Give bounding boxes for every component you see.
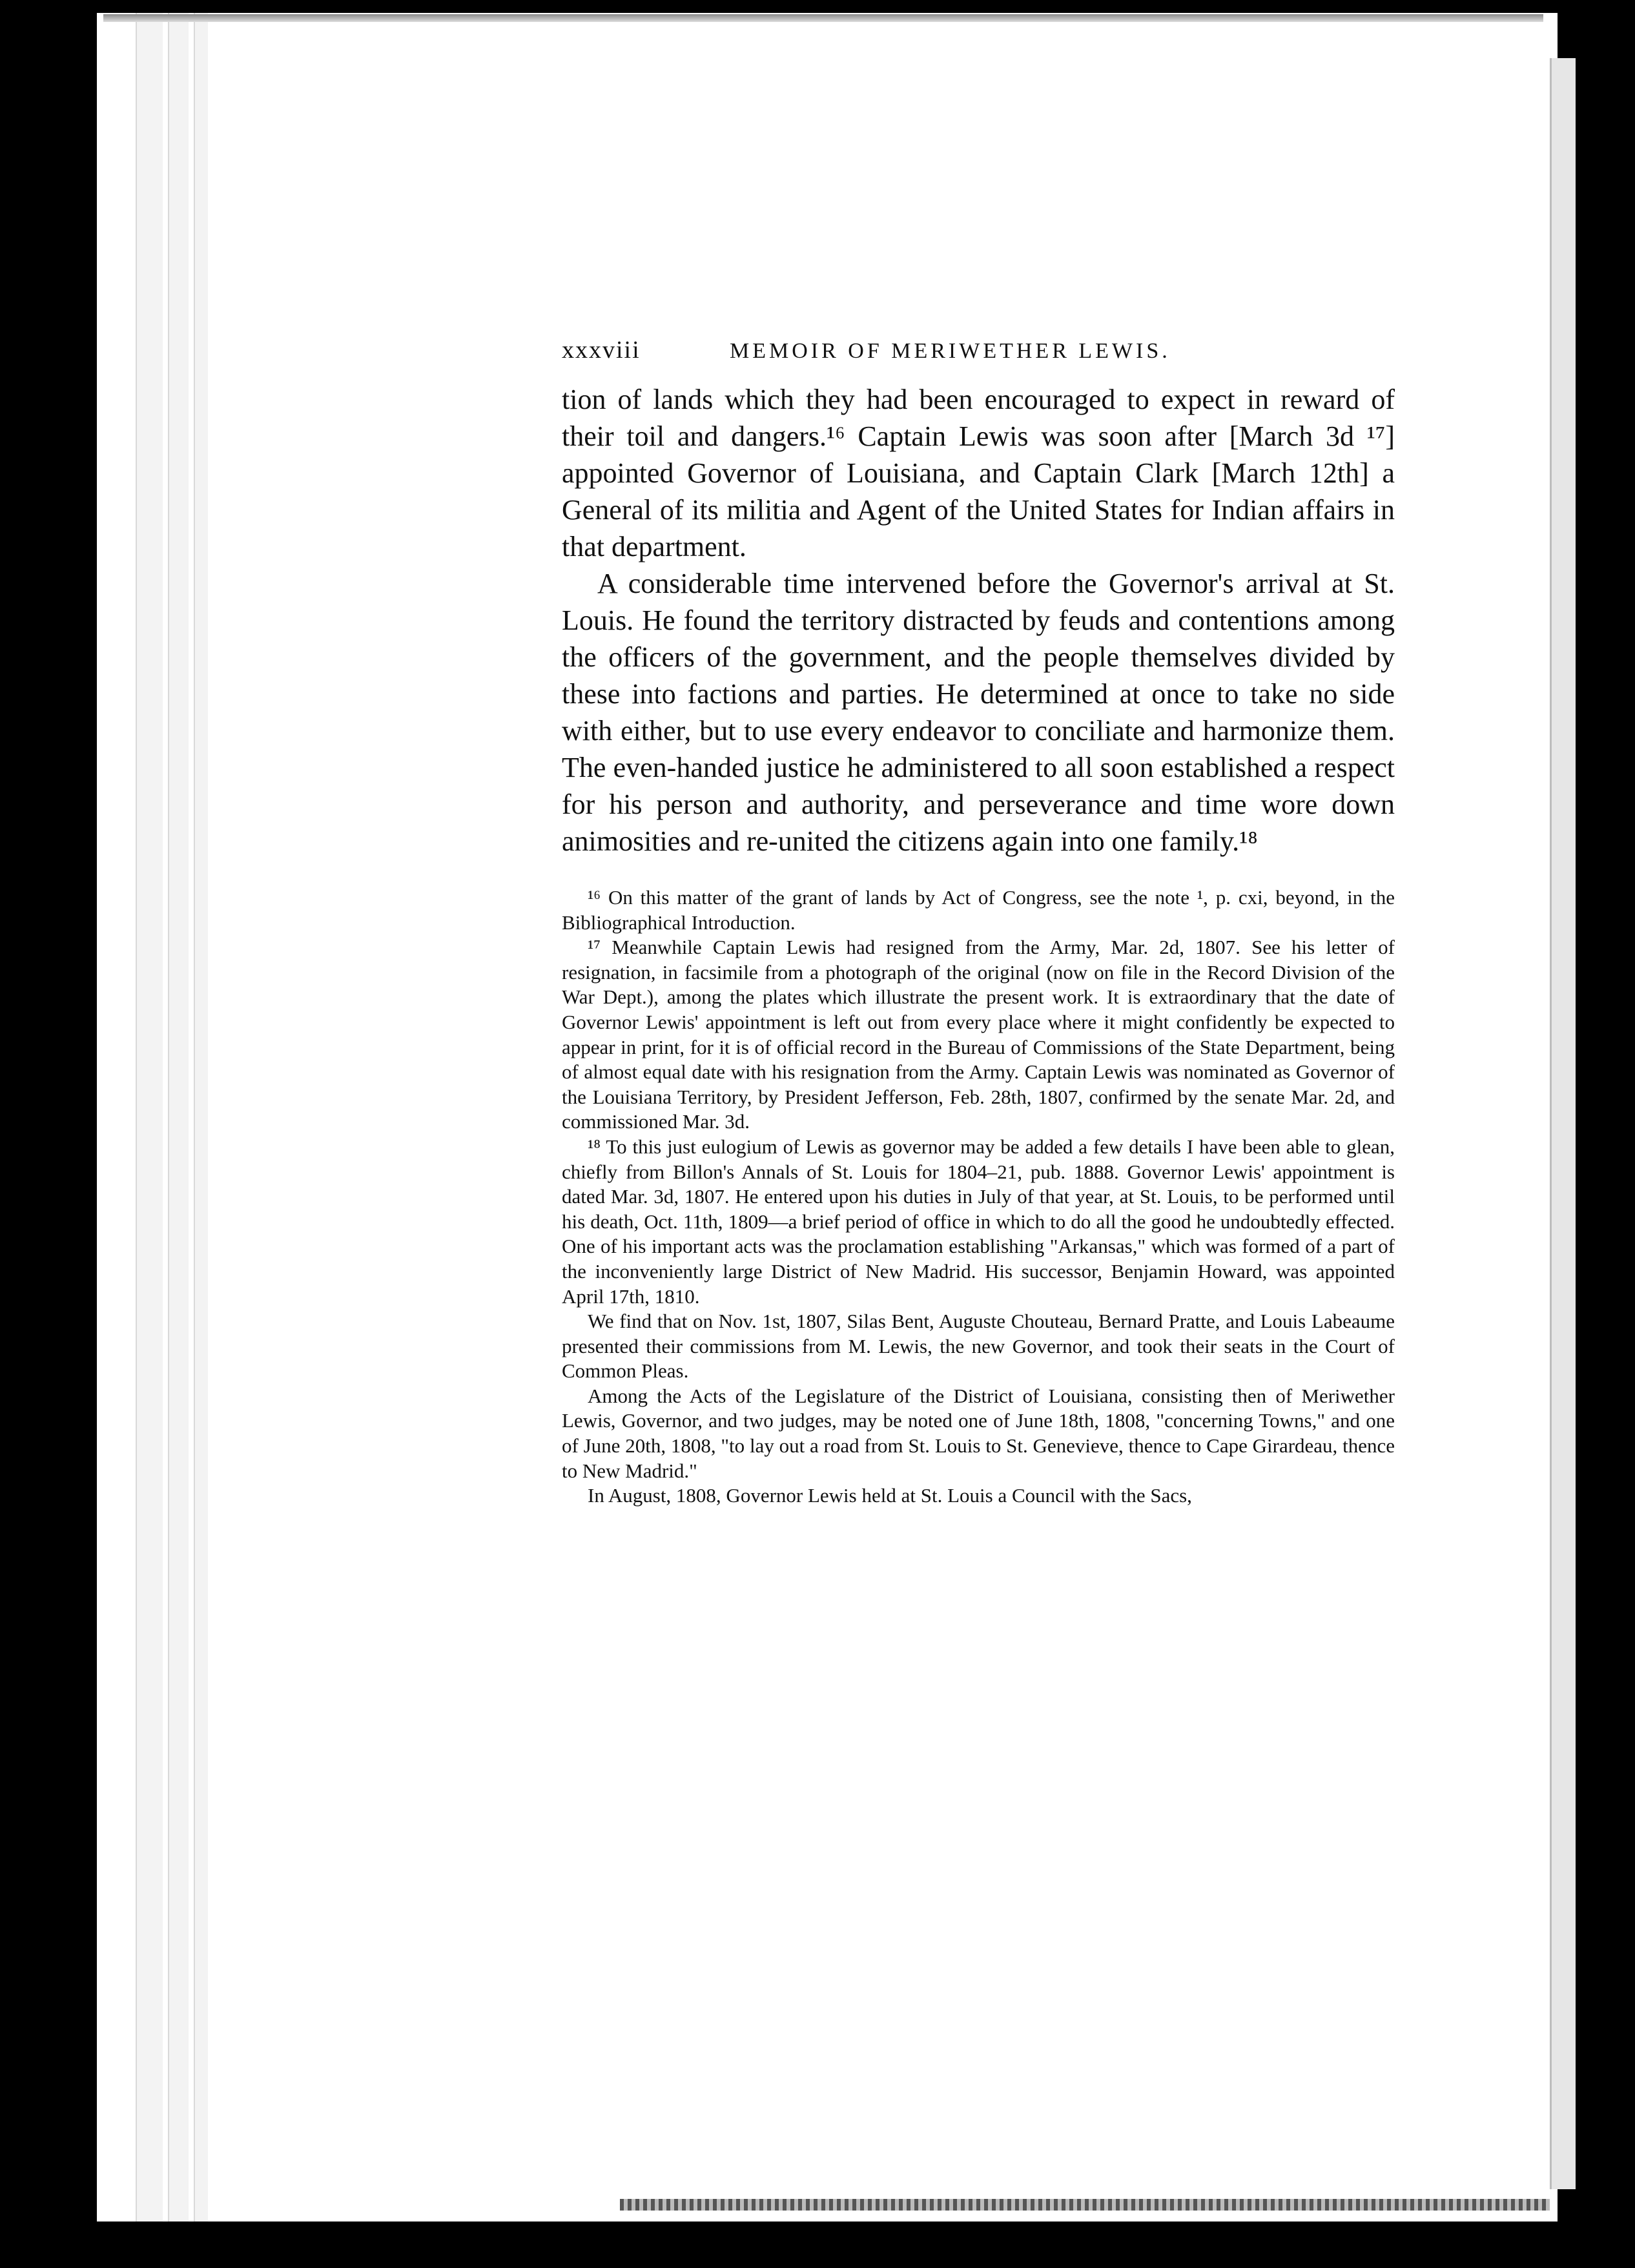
- paragraph: A considerable time intervened before the Governor's arrival at St. Louis. He found the territory distracted by feuds and contentions among the officers of the government, and the people themselves divided by these into factions and parties. He determined at once to take no side with either, but to use every endeavor to conciliate and harmonize them. The even-handed justice he administered to all soon established a respect for his person and authority, and perseverance and time wore down animosities and re-united the citizens again into one family.¹⁸: [562, 568, 1395, 857]
- page-edge-strip: [168, 13, 189, 2222]
- footnote-paragraph: In August, 1808, Governor Lewis held at St. Louis a Council with the Sacs,: [588, 1484, 1192, 1507]
- main-text: [562, 381, 1395, 860]
- running-title: MEMOIR OF MERIWETHER LEWIS.: [730, 339, 1171, 363]
- top-page-edge: [103, 14, 1543, 22]
- footnote-18: ¹⁸ To this just eulogium of Lewis as governor may be added a few details I have been able to glean, chiefly from Billon's Annals of St. Louis for 1804–21, pub. 1888. Governor Lewis' appointment is dated Mar. 3d, 1807. He entered upon his duties in July of that year, at St. Louis, to be performed until his death, Oct. 11th, 1809—a brief period of office in which to do all the good he undoubtedly effected. One of his important acts was the proclamation establishing "Arkansas," which was formed of a part of the inconveniently large District of New Madrid. His successor, Benjamin Howard, was appointed April 17th, 1810.: [562, 1135, 1395, 1308]
- page-text: [562, 336, 1395, 1509]
- page-edge-strip: [194, 13, 208, 2222]
- footnotes: [562, 885, 1395, 1509]
- bottom-page-edge: [620, 2199, 1550, 2211]
- footnote-17: ¹⁷ Meanwhile Captain Lewis had resigned from the Army, Mar. 2d, 1807. See his letter of resignation, in facsimile from a photograph of the original (now on file in the Record Division of the War Dept.), among the plates which illustrate the present work. It is extraordinary that the date of Governor Lewis' appointment is left out from every place where it might confidently be expected to appear in print, for it is of official record in the Bureau of Commissions of the State Department, being of almost equal date with his resignation from the Army. Captain Lewis was nominated as Governor of the Louisiana Territory, by President Jefferson, Feb. 28th, 1807, confirmed by the senate Mar. 2d, and commissioned Mar. 3d.: [562, 936, 1395, 1133]
- scan-border: [1576, 0, 1635, 2268]
- paragraph: tion of lands which they had been encouraged to expect in reward of their toil and dangers.¹⁶ Captain Lewis was soon after [March 3d ¹⁷] appointed Governor of Louisiana, and Captain Clark [March 12th] a General of its militia and Agent of the United States for Indian affairs in that department.: [562, 384, 1395, 562]
- running-head: [562, 336, 1395, 375]
- footnote-16: ¹⁶ On this matter of the grant of lands by Act of Congress, see the note ¹, p. cxi, beyond, in the Bibliographical Introduction.: [562, 886, 1395, 934]
- page-number: xxxviii: [562, 336, 641, 364]
- page-edge-strip: [136, 13, 163, 2222]
- footnote-paragraph: Among the Acts of the Legislature of the District of Louisiana, consisting then of Meriwether Lewis, Governor, and two judges, may be noted one of June 18th, 1808, "concerning Towns," and one of June 20th, 1808, "to lay out a road from St. Louis to St. Genevieve, thence to Cape Girardeau, thence to New Madrid.": [562, 1384, 1395, 1482]
- footnote-paragraph: We find that on Nov. 1st, 1807, Silas Bent, Auguste Chouteau, Bernard Pratte, and Louis Labeaume presented their commissions from M. Lewis, the new Governor, and took their seats in the Court of Common Pleas.: [562, 1310, 1395, 1383]
- right-page-edge: [1550, 58, 1578, 2189]
